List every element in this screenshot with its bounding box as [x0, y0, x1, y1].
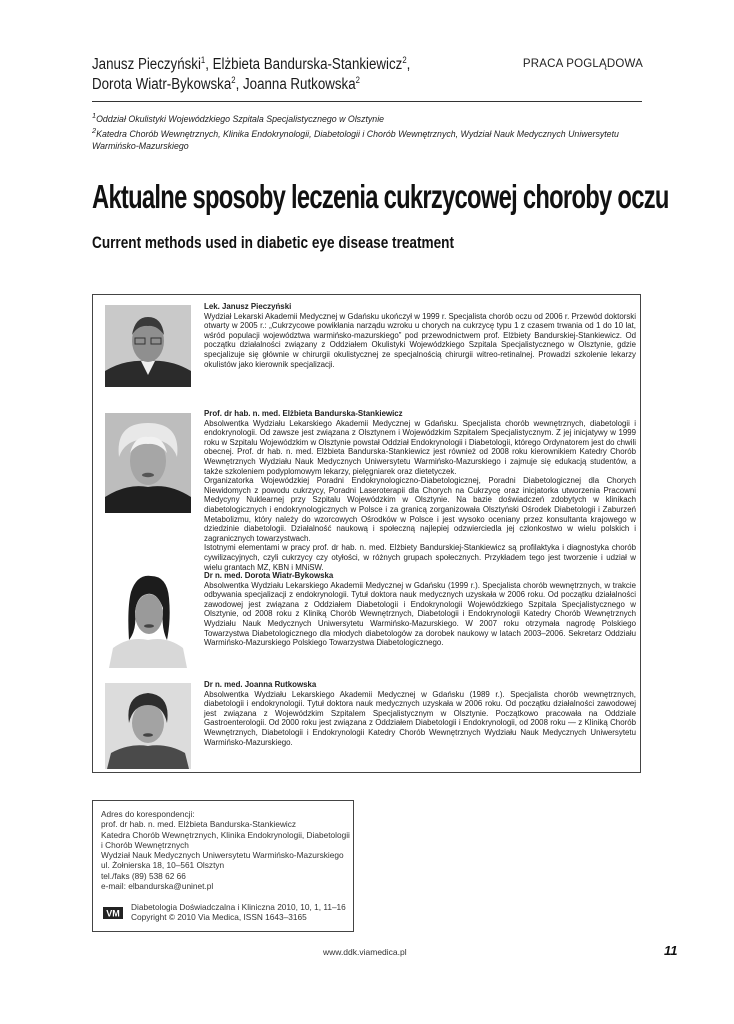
author-line-2 [92, 75, 419, 95]
author-list [92, 55, 419, 95]
author-separator: , [235, 76, 243, 93]
journal-website: www.ddk.viamedica.pl [323, 947, 407, 957]
author-separator: , [205, 56, 213, 73]
bio-name: Lek. Janusz Pieczyński [204, 302, 292, 311]
affiliation-marker: 1 [200, 54, 206, 65]
author-photo-wiatr-bykowska [105, 568, 191, 668]
correspondence-line: i Chorób Wewnętrznych [101, 839, 189, 850]
author-photo-rutkowska [105, 683, 191, 769]
author-name: Dorota Wiatr-Bykowska [92, 76, 232, 93]
author-photo-bandurska-stankiewicz [105, 413, 191, 513]
author-photo-pieczynski [105, 305, 191, 387]
bio-name: Dr n. med. Dorota Wiatr-Bykowska [204, 571, 334, 580]
bio-name: Dr n. med. Joanna Rutkowska [204, 680, 317, 689]
author-bios-box [92, 294, 641, 773]
correspondence-address [101, 809, 351, 891]
bio-name: Prof. dr hab. n. med. Elżbieta Bandurska-Stankiewicz [204, 409, 403, 418]
affiliations [92, 110, 652, 152]
affiliation-1: $^1$Oddział Okulistyki Wojewódzkiego Szpitala Specjalistycznego w Olsztynie [92, 111, 385, 124]
affiliation-marker: 2 [402, 54, 407, 65]
affiliation-marker: 2 [231, 74, 236, 85]
author-line-1 [92, 55, 419, 75]
correspondence-line: ul. Żołnierska 18, 10–561 Olsztyn [101, 860, 225, 871]
affiliation-marker: 2 [355, 74, 360, 85]
author-separator: , [406, 56, 411, 73]
paper-type-label: PRACA POGLĄDOWA [522, 58, 643, 70]
bio-wiatr-bykowska [204, 571, 636, 648]
copyright-line: Copyright © 2010 Via Medica, ISSN 1643–3165 [131, 912, 307, 923]
bio-paragraph: Absolwentka Wydziału Lekarskiego Akademii Medycznej w Gdańsku. Specjalista chorób wewnętrznych, diabetologii i endokrynologii. Od zawsze jest związana z Olsztynem i Wojewódzkim Szpitalem Specjalistycznym. Z jej inicjatywy w 1999 roku w Szpitalu Wojewódzkim w Olsztynie powstał Oddział Endokrynologii i Diabetologii, którego Ordynatorem jest do chwili obecnej. Prof. dr hab. n. med. Elżbieta Bandurska-Stankiewicz jest również od 2008 roku kierownikiem Katedry Chorób Wewnętrznych Wydziału Nauk Medycznych Uniwersytetu Warmińsko-Mazurskiego i zajmuje się edukacją studentów, a także szkoleniem podyplomowym lekarzy, pielęgniarek oraz dietetyczek. [204, 418, 636, 476]
author-name: Elżbieta Bandurska-Stankiewicz [212, 56, 403, 73]
article-title-pl: Aktualne sposoby leczenia cukrzycowej choroby oczu [92, 178, 669, 215]
correspondence-line: Adres do korespondencji: [101, 809, 195, 819]
bio-paragraph: Absolwentka Wydziału Lekarskiego Akademii Medycznej w Gdańsku (1989 r.). Specjalista chorób wewnętrznych, diabetologii i endokrynologii. Tytuł doktora nauk medycznych uzyskała w 2006 roku. Od początku działalności zawodowej jest związana z Wojewódzkim Szpitalem Specjalistycznym w Olsztynie. Początkowo pracowała na Oddziale Gastroenterologii. Od 2000 roku jest związana z Oddziałem Diabetologii i Endokrynologii, od 2008 roku — z Kliniką Chorób Wewnętrznych, Diabetologii i Endokrynologii Katedry Chorób Wewnętrznych Wydziału Nauk Medycznych Uniwersytetu Warmińsko-Mazurskiego. [204, 689, 636, 747]
page-number: 11 [664, 943, 678, 958]
correspondence-line: Wydział Nauk Medycznych Uniwersytetu Warmińsko-Mazurskiego [101, 850, 344, 861]
correspondence-box [92, 800, 354, 932]
bio-bandurska-stankiewicz [204, 409, 636, 572]
author-name: Janusz Pieczyński [92, 56, 201, 73]
header-divider [92, 101, 642, 102]
correspondence-line: Katedra Chorób Wewnętrznych, Klinika Endokrynologii, Diabetologii [101, 829, 350, 840]
affiliation-2: $^2$Katedra Chorób Wewnętrznych, Klinika Endokrynologii, Diabetologii i Chorób Wewnętrznych, Wydział Nauk Medycznych Uniwersytetu Warmińsko-Mazurskiego [92, 126, 619, 151]
bio-paragraph: Wydział Lekarski Akademii Medycznej w Gdańsku ukończył w 1999 r. Specjalista chorób oczu od 2006 r. Przewód doktorski otwarty w 2005 r.: „Cukrzycowe powikłania narządu wzroku u chorych na cukrzycę typu 1 z czasem trwania od 1 do 10 lat, wśród populacji województwa warmińsko-mazurskiego” pod przewodnictwem prof. Elżbiety Bandurskiej-Stankiewicz. Od początku działalności związany z Oddziałem Okulistyki Wojewódzkiego Szpitala Specjalistycznego w Olsztynie, gdzie specjalizuje się głównie w chirurgii okulistycznej ze specjalnością chirurgii witreo-retinalnej. Prowadzi szkolenie lekarzy okulistów jako kierownik specjalizacji. [204, 311, 636, 369]
correspondence-line: tel./faks (89) 538 62 66 [101, 870, 186, 881]
via-medica-logo-icon [103, 907, 123, 919]
journal-line: Diabetologia Doświadczalna i Kliniczna 2010, 10, 1, 11–16 [131, 902, 346, 912]
bio-paragraph: Istotnymi elementami w pracy prof. dr hab. n. med. Elżbiety Bandurskiej-Stankiewicz są profilaktyka i diagnostyka chorób cywilizacyjnych, czyli cukrzycy czy otyłości, w różnych grupach społecznych. Przykładem tego jest tworzenie i udział w wielu grantach MZ, KBN i MNiSW. [204, 543, 636, 572]
bio-paragraph: Organizatorka Wojewódzkiej Poradni Endokrynologiczno-Diabetologicznej, Poradni Diabetologicznej dla Chorych Niewidomych z powodu cukrzycy, Poradni Laseroterapii dla Chorych na Cukrzycę oraz inicjatorka utworzenia Pracowni Medycyny Nuklearnej przy Szpitalu Wojewódzkim w Olsztynie. Na bazie doświadczeń zdobytych w klinikach diabetologicznych i endokrynologicznych w Polsce i za granicą zorganizowała Olsztyński Ośrodek Diabetologii i Zaburzeń Metabolizmu, który należy do wzorcowych Ośrodków w Polsce i jest wysoko oceniany przez konsultanta krajowego w dziedzinie diabetologii. Działalność naukową i społeczną najlepiej odzwierciedla jej członkostwo w wielu polskich i zagranicznych towarzystwach. [204, 476, 636, 543]
journal-citation [131, 902, 346, 923]
svg-text:VM: VM [106, 908, 120, 919]
bio-pieczynski [204, 302, 636, 369]
article-title-en: Current methods used in diabetic eye disease treatment [92, 233, 455, 252]
author-name: Joanna Rutkowska [242, 76, 356, 93]
correspondence-line: e-mail: elbandurska@uninet.pl [101, 881, 214, 892]
bio-rutkowska [204, 680, 636, 747]
bio-paragraph: Absolwentka Wydziału Lekarskiego Akademii Medycznej w Gdańsku (1999 r.). Specjalista chorób wewnętrznych, w trakcie odbywania specjalizacji z endokrynologii. Tytuł doktora nauk medycznych uzyskała w 2006 roku. Od początku działalności zawodowej jest związana z Oddziałem Diabetologii i Endokrynologii Wojewódzkiego Szpitala Specjalistycznego w Olsztynie, od 2008 roku z Kliniką Chorób Wewnętrznych, Diabetologii i Endokrynologii Katedry Chorób Wewnętrznych Wydziału Nauk Medycznych Uniwersytetu Warmińsko-Mazurskiego. W 2007 roku otrzymała nagrodę Polskiego Towarzystwa Diabetologicznego dla młodych diabetologów za dorobek naukowy w latach 2003–2006. Sekretarz Oddziału Warmińsko-Mazurskiego Polskiego Towarzystwa Diabetologicznego. [204, 580, 636, 648]
correspondence-line: prof. dr hab. n. med. Elżbieta Bandurska-Stankiewicz [101, 819, 297, 830]
